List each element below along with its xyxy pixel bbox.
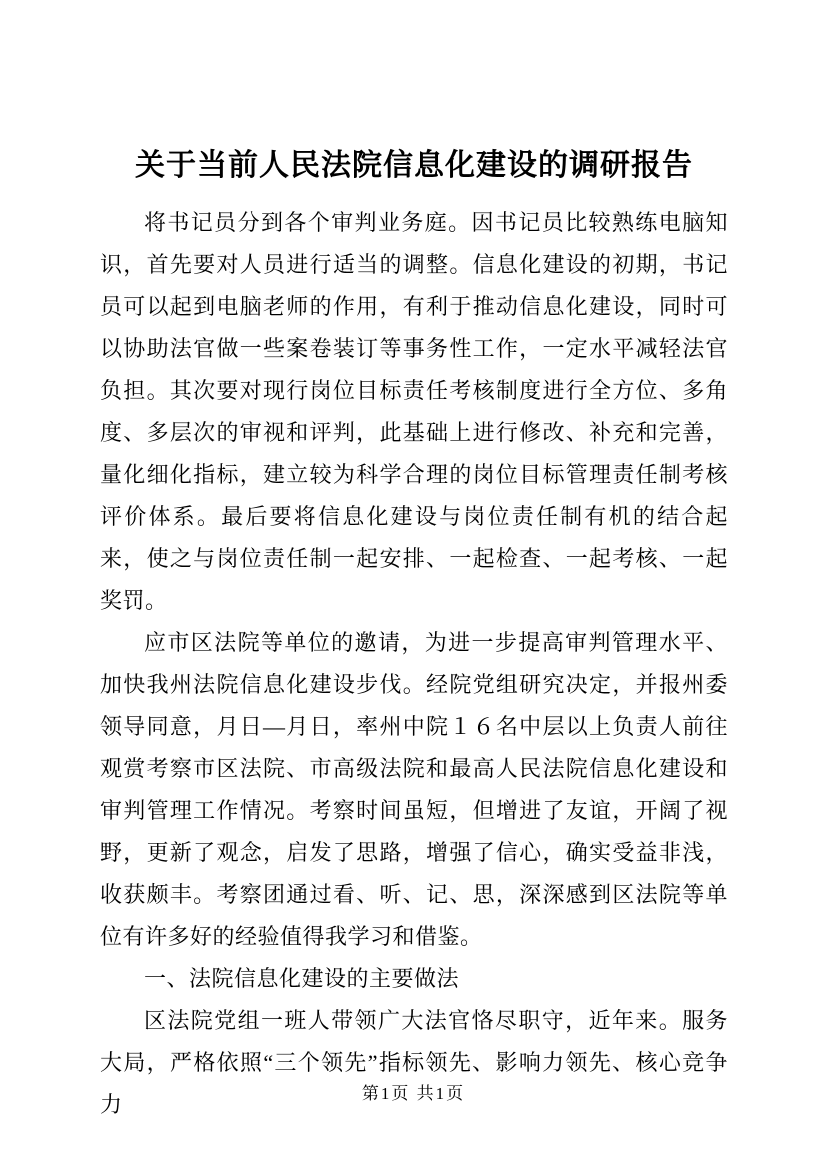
document-body [100, 202, 728, 1126]
paragraph-3: 区法院党组一班人带领广大法官恪尽职守，近年来。服务大局，严格依照“三个领先”指标领先、影响力领先、核心竞争力 [100, 1008, 728, 1117]
document-title: 关于当前人民法院信息化建设的调研报告 [135, 149, 693, 182]
paragraph-2: 应市区法院等单位的邀请，为进一步提高审判管理水平、加快我州法院信息化建设步伐。经院党组研究决定，并报州委领导同意，月日—月日，率州中院１６名中层以上负责人前往观赏考察市区法院、市高级法院和最高人民法院信息化建设和审判管理工作情况。考察时间虽短，但增进了友谊，开阔了视野，更新了观念，启发了思路，增强了信心，确实受益非浅，收获颇丰。考察团通过看、听、记、思，深深感到区法院等单位有许多好的经验值得我学习和借鉴。 [100, 630, 728, 949]
paragraph-1: 将书记员分到各个审判业务庭。因书记员比较熟练电脑知识，首先要对人员进行适当的调整。信息化建设的初期，书记员可以起到电脑老师的作用，有利于推动信息化建设，同时可以协助法官做一些案卷装订等事务性工作，一定水平减轻法官负担。其次要对现行岗位目标责任考核制度进行全方位、多角度、多层次的审视和评判，此基础上进行修改、补充和完善，量化细化指标，建立较为科学合理的岗位目标管理责任制考核评价体系。最后要将信息化建设与岗位责任制有机的结合起来，使之与岗位责任制一起安排、一起检查、一起考核、一起奖罚。 [100, 210, 728, 613]
section-heading-1: 一、法院信息化建设的主要做法 [144, 966, 460, 991]
page-number-footer: 第1页 共1页 [361, 1084, 466, 1103]
